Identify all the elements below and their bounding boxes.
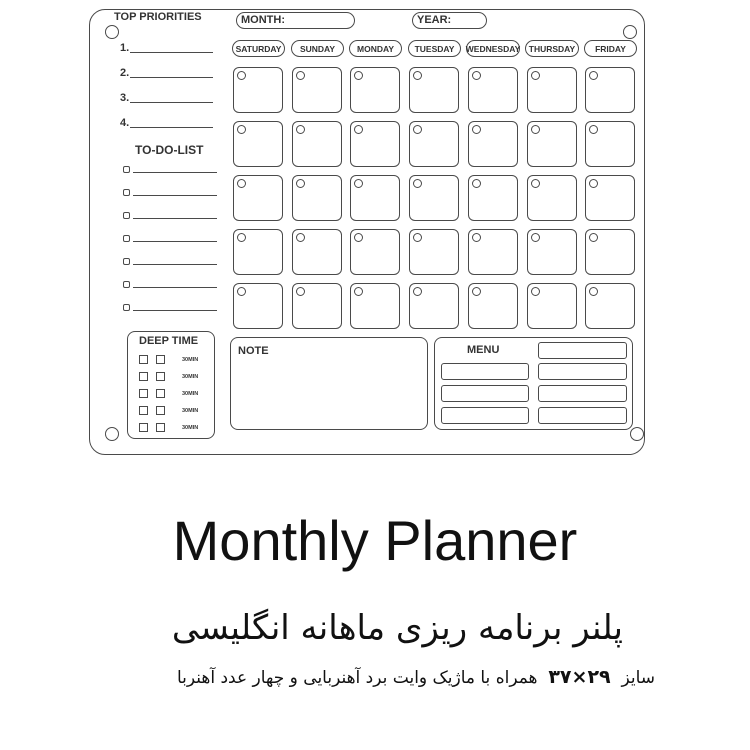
cell-hole-icon [472,125,481,134]
cell-hole-icon [589,179,598,188]
todo-line [133,172,217,173]
deep-time-duration: 30MIN [182,391,199,397]
menu-slot [538,342,627,359]
priority-number: 2. [120,67,130,79]
todo-line [133,287,217,288]
cell-hole-icon [237,125,246,134]
priority-line [130,77,213,78]
deep-time-checkbox [139,355,148,364]
calendar-day-cell [527,121,577,167]
calendar-day-cell [292,67,342,113]
product-subtitle: پلنر برنامه ریزی ماهانه انگلیسی [171,608,623,648]
month-label: MONTH: [241,14,285,26]
calendar-day-cell [468,283,518,329]
cell-hole-icon [237,287,246,296]
priority-number: 3. [120,92,130,104]
cell-hole-icon [589,125,598,134]
deep-time-checkbox [139,423,148,432]
calendar-day-cell [409,229,459,275]
todo-checkbox [123,189,130,196]
calendar-day-cell [409,175,459,221]
hanging-hole-bottom-right [630,427,644,441]
day-header: WEDNESDAY [466,40,520,57]
cell-hole-icon [589,71,598,80]
deep-time-title: DEEP TIME [139,335,199,347]
calendar-day-cell [350,121,400,167]
hanging-hole-top-right [623,25,637,39]
product-title: Monthly Planner [172,509,578,572]
calendar-day-cell [233,229,283,275]
menu-slot [441,407,529,424]
menu-slot [441,385,529,402]
calendar-day-cell [350,67,400,113]
calendar-day-cell [292,229,342,275]
priority-number: 1. [120,42,130,54]
day-header: FRIDAY [584,40,637,57]
calendar-day-cell [233,121,283,167]
calendar-day-cell [350,229,400,275]
day-header: THURSDAY [525,40,579,57]
todo-line [133,310,217,311]
todo-line [133,218,217,219]
year-label: YEAR: [417,14,452,26]
deep-time-checkbox [156,355,165,364]
calendar-day-cell [585,175,635,221]
cell-hole-icon [472,179,481,188]
calendar-day-cell [468,67,518,113]
day-header: MONDAY [349,40,402,57]
calendar-day-cell [585,283,635,329]
menu-label: MENU [467,344,500,356]
cell-hole-icon [531,233,540,242]
calendar-day-cell [233,175,283,221]
priority-line [130,102,213,103]
priority-number: 4. [120,117,130,129]
calendar-day-cell [585,121,635,167]
cell-hole-icon [237,71,246,80]
priority-line [130,127,213,128]
details-prefix: سایز [621,668,655,688]
cell-hole-icon [354,71,363,80]
deep-time-checkbox [156,423,165,432]
cell-hole-icon [413,233,422,242]
cell-hole-icon [531,179,540,188]
cell-hole-icon [237,179,246,188]
hanging-hole-top-left [105,25,119,39]
todo-line [133,195,217,196]
cell-hole-icon [531,287,540,296]
deep-time-checkbox [156,389,165,398]
deep-time-checkbox [139,372,148,381]
calendar-day-cell [585,67,635,113]
calendar-day-cell [233,67,283,113]
deep-time-duration: 30MIN [182,374,199,380]
cell-hole-icon [354,125,363,134]
cell-hole-icon [472,233,481,242]
day-header: SATURDAY [232,40,285,57]
todo-checkbox [123,281,130,288]
cell-hole-icon [589,233,598,242]
deep-time-checkbox [139,406,148,415]
cell-hole-icon [296,71,305,80]
menu-slot [538,385,627,402]
cell-hole-icon [413,287,422,296]
calendar-day-cell [527,283,577,329]
calendar-day-cell [585,229,635,275]
calendar-day-cell [409,121,459,167]
calendar-day-cell [468,121,518,167]
cell-hole-icon [237,233,246,242]
cell-hole-icon [413,179,422,188]
calendar-day-cell [292,175,342,221]
deep-time-checkbox [156,372,165,381]
cell-hole-icon [472,71,481,80]
day-header: TUESDAY [408,40,461,57]
cell-hole-icon [354,179,363,188]
cell-hole-icon [296,125,305,134]
todo-checkbox [123,258,130,265]
todo-list-title: TO-DO-LIST [135,143,204,157]
calendar-day-cell [233,283,283,329]
cell-hole-icon [472,287,481,296]
menu-slot [538,407,627,424]
cell-hole-icon [354,233,363,242]
top-priorities-title: TOP PRIORITIES [114,11,202,23]
todo-line [133,241,217,242]
calendar-day-cell [409,67,459,113]
calendar-day-cell [292,283,342,329]
cell-hole-icon [589,287,598,296]
calendar-day-cell [350,283,400,329]
todo-checkbox [123,212,130,219]
menu-slot [538,363,627,380]
product-details [177,666,655,688]
deep-time-duration: 30MIN [182,408,199,414]
calendar-day-cell [350,175,400,221]
todo-checkbox [123,304,130,311]
deep-time-checkbox [139,389,148,398]
cell-hole-icon [531,125,540,134]
cell-hole-icon [296,233,305,242]
deep-time-duration: 30MIN [182,357,199,363]
calendar-day-cell [409,283,459,329]
todo-checkbox [123,235,130,242]
deep-time-duration: 30MIN [182,425,199,431]
calendar-day-cell [292,121,342,167]
priority-line [130,52,213,53]
details-suffix: همراه با ماژیک وایت برد آهنربایی و چهار عدد آهنربا [176,668,538,688]
note-label: NOTE [238,345,269,357]
cell-hole-icon [531,71,540,80]
menu-slot [441,363,529,380]
calendar-day-cell [468,229,518,275]
deep-time-checkbox [156,406,165,415]
day-header: SUNDAY [291,40,344,57]
calendar-day-cell [468,175,518,221]
calendar-day-cell [527,229,577,275]
product-size: ۲۹×۳۷ [548,666,611,688]
cell-hole-icon [413,125,422,134]
calendar-day-cell [527,67,577,113]
cell-hole-icon [296,179,305,188]
calendar-day-cell [527,175,577,221]
todo-checkbox [123,166,130,173]
hanging-hole-bottom-left [105,427,119,441]
cell-hole-icon [354,287,363,296]
cell-hole-icon [296,287,305,296]
todo-line [133,264,217,265]
cell-hole-icon [413,71,422,80]
